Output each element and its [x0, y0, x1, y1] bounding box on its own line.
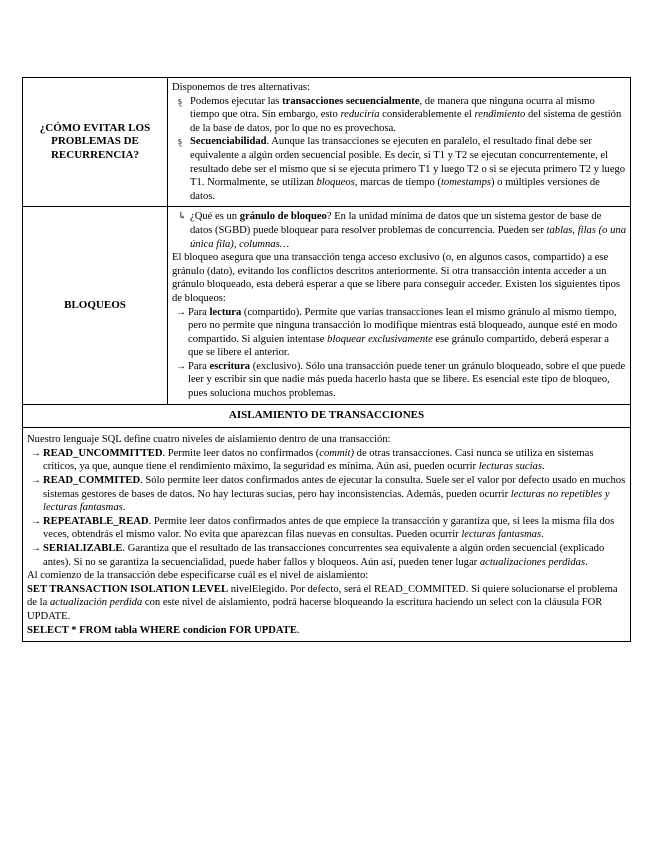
section-content	[23, 428, 630, 641]
row-content-recurrence	[168, 78, 630, 206]
sql-command-paragraph: SET TRANSACTION ISOLATION LEVEL nivelElegido. Por defecto, será el READ_COMMITED. Si quiere solucionarse el problema de la actualización perdida con este nivel de aislamiento, podrá hacerse bloqueando la escritura haciendo un select con la cláusula FOR UPDATE.	[27, 583, 618, 622]
section-title: AISLAMIENTO DE TRANSACCIONES	[23, 405, 630, 429]
arrow-icon: →	[176, 360, 186, 372]
list-item: → Para lectura (compartido). Permite que varias transacciones lean el mismo gránulo al mismo tiempo, pero no permite que ninguna transacción lo modifique mientras está bloqueado, aunque esté en modo compartido. Si alguien intentase bloquear exclusivamente ese gránulo compartido, deberá esperar a que se libere el anterior.	[176, 306, 618, 359]
list-item: → READ_UNCOMMITTED. Permite leer datos no confirmados (commit) de otras transacciones. Casi nunca se utiliza en sistemas críticos, ya que, aunque tiene el rendimiento máximo, la seguridad es mínima. Aún así, pueden ocurrir lecturas sucias.	[31, 447, 594, 473]
document-table	[22, 77, 631, 642]
arrow-icon: →	[176, 306, 186, 318]
list-item: → Para escritura (exclusivo). Sólo una transacción puede tener un gránulo bloqueado, sobre el que puede leer y escribir sin que nadie más pueda hacerlo hasta que se libere. Es esencial este tipo de bloqueo, pues soluciona muchos problemas.	[176, 360, 626, 400]
arrow-icon: →	[31, 475, 41, 487]
row-heading-recurrence: ¿CÓMO EVITAR LOS PROBLEMAS DE RECURRENCIA?	[23, 78, 168, 206]
curl-bullet-icon: ȿ	[178, 95, 182, 107]
arrow-icon: →	[31, 543, 41, 554]
row-heading-locks: BLOQUEOS	[23, 207, 168, 403]
intro-text: Nuestro lenguaje SQL define cuatro niveles de aislamiento dentro de una transacción:	[27, 434, 391, 446]
arrow-icon: →	[31, 515, 41, 527]
curl-bullet-icon: ȿ	[178, 136, 182, 148]
table-row	[23, 78, 630, 207]
list-item: → SERIALIZABLE. Garantiza que el resultado de las transacciones concurrentes sea equivalente a algún orden secuencial (explicado antes). Si no se garantiza la secuencialidad, puede haber fallos y bloqueos. Aún así, pueden tener lugar actualizaciones perdidas.	[31, 543, 605, 568]
return-arrow-icon: ↳	[178, 211, 187, 223]
list-item: ȿ Podemos ejecutar las transacciones secuencialmente, de manera que ninguna ocurra al mismo tiempo que otra. Sin embargo, esto reduciría considerablemente el rendimiento del sistema de gestión de la base de datos, por lo que no es provechosa.	[178, 95, 622, 134]
intro-text: Disponemos de tres alternativas:	[172, 82, 310, 93]
row-content-locks	[168, 207, 630, 403]
paragraph: El bloqueo asegura que una transacción tenga acceso exclusivo (o, en algunos casos, compartido) a ese gránulo (dato), evitando los conflictos descritos anteriormente. Si otra transacción intenta acceder a un gránulo bloqueado, esta deberá esperar a que se libere para conseguir acceder. Existen los siguientes tipos de bloqueos:	[172, 252, 621, 304]
paragraph: Al comienzo de la transacción debe especificarse cuál es el nivel de aislamiento:	[27, 570, 369, 582]
list-item: ȿ Secuenciabilidad. Aunque las transacciones se ejecuten en paralelo, el resultado final debe ser equivalente a algún orden secuencial posible. Es decir, si T1 y T2 se ejecutan concurrentemente, el resultado debe ser el mismo que si se ejecuta primero T1 y luego T2 o si se ejecuta primero T2 y luego T1. Normalmente, se utilizan bloqueos, marcas de tiempo (tomestamps) o múltiples versiones de datos.	[178, 136, 626, 202]
table-row	[23, 207, 630, 404]
arrow-icon: →	[31, 447, 41, 459]
sql-select-statement: SELECT * FROM tabla WHERE condicion FOR UPDATE.	[27, 624, 300, 636]
list-item: → REPEATABLE_READ. Permite leer datos confirmados antes de que empiece la transacción y garantiza que, si lees la misma fila dos veces, obtendrás el mismo valor. No evita que aparezcan filas nuevas en consultas. Pueden ocurrir lecturas fantasmas.	[31, 515, 615, 541]
list-item: → READ_COMMITED. Sólo permite leer datos confirmados antes de ejecutar la consulta. Suele ser el valor por defecto usado en muchos sistemas gestores de bases de datos. No hay lecturas sucias, pero hay inconsistencias. Además, pueden ocurrir lecturas no repetibles y lecturas fantasmas.	[31, 475, 626, 514]
list-item: ↳ ¿Qué es un gránulo de bloqueo? En la unidad mínima de datos que un sistema gestor de base de datos (SGBD) puede bloquear para resolver problemas de concurrencia. Pueden ser tablas, filas (o una única fila), columnas…	[178, 211, 626, 250]
